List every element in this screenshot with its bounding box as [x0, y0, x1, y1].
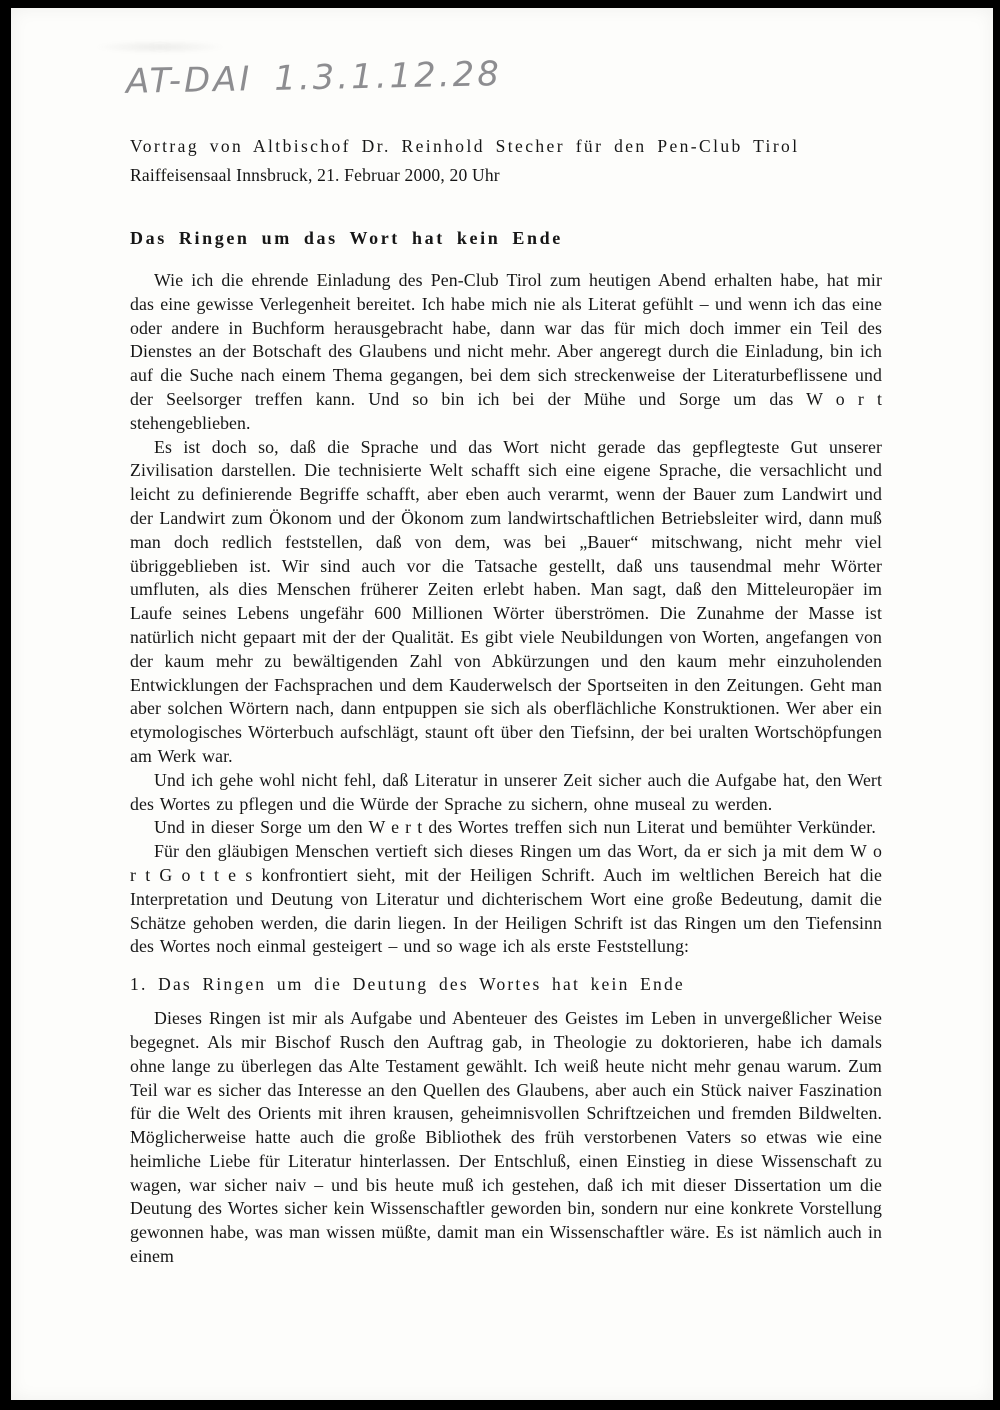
section-1 — [130, 971, 882, 1269]
document-page — [11, 8, 993, 1400]
section-1-paragraph-1: Dieses Ringen ist mir als Aufgabe und Abenteuer des Geistes im Leben in unvergeßlicher Weise begegnet. Als mir Bischof Rusch den Auftrag gab, in Theologie zu doktorieren, habe ich damals ohne lange zu überlegen das Alte Testament gewählt. Ich weiß heute nicht mehr genau warum. Zum Teil war es sicher das Interesse an den Quellen des Glaubens, aber auch ein Stück naiver Faszination für die Welt des Orients mit ihren krausen, geheimnisvollen Schriftzeichen und fremden Bildwelten. Möglicherweise hatte auch die große Bibliothek des früh verstorbenen Vaters so etwas wie eine heimliche Liebe für Literatur hinterlassen. Der Entschluß, einen Einstieg in diese Wissenschaft zu wagen, war sicher naiv – und bis heute muß ich gestehen, daß ich mit dieser Dissertation um die Deutung des Wortes sicher kein Wissenschaftler geworden bin, sondern nur eine konkrete Vorstellung gewonnen habe, was man wissen müßte, damit man ein Wissenschaftler wäre. Es ist nämlich auch in einem — [130, 1008, 882, 1267]
document-header — [130, 132, 882, 189]
intro-paragraph-3: Und ich gehe wohl nicht fehl, daß Literatur in unserer Zeit sicher auch die Aufgabe hat, den Wert des Wortes zu pflegen und die Würde der Sprache zu sichern, ohne museal zu werden. — [130, 769, 882, 814]
lecture-byline: Vortrag von Altbischof Dr. Reinhold Stecher für den Pen-Club Tirol — [130, 136, 800, 156]
intro-paragraph-1: Wie ich die ehrende Einladung des Pen-Club Tirol zum heutigen Abend erhalten habe, hat mir das eine gewisse Verlegenheit bereitet. Ich habe mich nie als Literat gefühlt – und wenn ich das eine oder andere in Buchform herausgebracht habe, dann war das für mich doch immer ein Teil des Dienstes an der Botschaft des Glaubens und nicht mehr. Aber angeregt durch die Einladung, bin ich auf die Suche nach einem Thema gegangen, bei dem sich streckenweise der Literaturbeflissene und der Seelsorger treffen kann. Und so bin ich bei der Mühe und Sorge um das W o r t stehengeblieben. — [130, 270, 882, 433]
intro-paragraph-4: Und in dieser Sorge um den W e r t des Wortes treffen sich nun Literat und bemühter Verkünder. — [154, 817, 876, 838]
page-content — [130, 8, 882, 1269]
section-1-heading: 1. Das Ringen um die Deutung des Wortes hat kein Ende — [130, 974, 685, 995]
document-title: Das Ringen um das Wort hat kein Ende — [130, 228, 563, 248]
archival-reference-handwriting: AT-DAI 1.3.1.12.28 — [125, 54, 503, 102]
intro-paragraph-5: Für den gläubigen Menschen vertieft sich dieses Ringen um das Wort, da er sich ja mit dem W o r t G o t t e s konfrontiert sieht, mit der Heiligen Schrift. Auch im weltlichen Bereich hat die Interpretation und Deutung von Literatur und dichterischem Wort eine große Bedeutung, damit die Schätze gehoben werden, die darin liegen. In der Heiligen Schrift ist das Ringen um den Tiefensinn des Wortes noch einmal gesteigert – und so wage ich als erste Feststellung: — [130, 841, 882, 957]
venue-date-line: Raiffeisensaal Innsbruck, 21. Februar 2000, 20 Uhr — [130, 165, 500, 185]
intro-paragraph-2: Es ist doch so, daß die Sprache und das Wort nicht gerade das gepflegteste Gut unserer Zivilisation darstellen. Die technisierte Welt schafft sich eine eigene Sprache, die versachlicht und leicht zu definierende Begriffe schafft, aber eben auch verarmt, wenn der Bauer zum Landwirt und der Landwirt zum Ökonom und der Ökonom zum landwirtschaftlichen Betriebsleiter wird, dann muß man doch redlich feststellen, daß von dem, was bei „Bauer“ mitschwang, nicht mehr viel übriggeblieben ist. Wir sind auch vor die Tatsache gestellt, daß uns tausendmal mehr Wörter umfluten, als dies Menschen früherer Zeiten erlebt haben. Man sagt, daß den Mitteleuropäer im Laufe seines Lebens ungefähr 600 Millionen Wörter überströmen. Die Zunahme der Masse ist natürlich nicht gepaart mit der der Qualität. Es gibt viele Neubildungen von Worten, angefangen von der kaum mehr zu bewältigenden Zahl von Abkürzungen und den kaum mehr einzuholenden Entwicklungen der Fachsprachen und dem Kauderwelsch der Sportseiten in den Zeitungen. Geht man aber solchen Wörtern nach, dann entpuppen sie sich als oberflächliche Konstruktionen. Wer aber ein etymologisches Wörterbuch aufschlägt, staunt oft über den Tiefsinn, der bei uralten Wortschöpfungen am Werk war. — [130, 436, 882, 766]
